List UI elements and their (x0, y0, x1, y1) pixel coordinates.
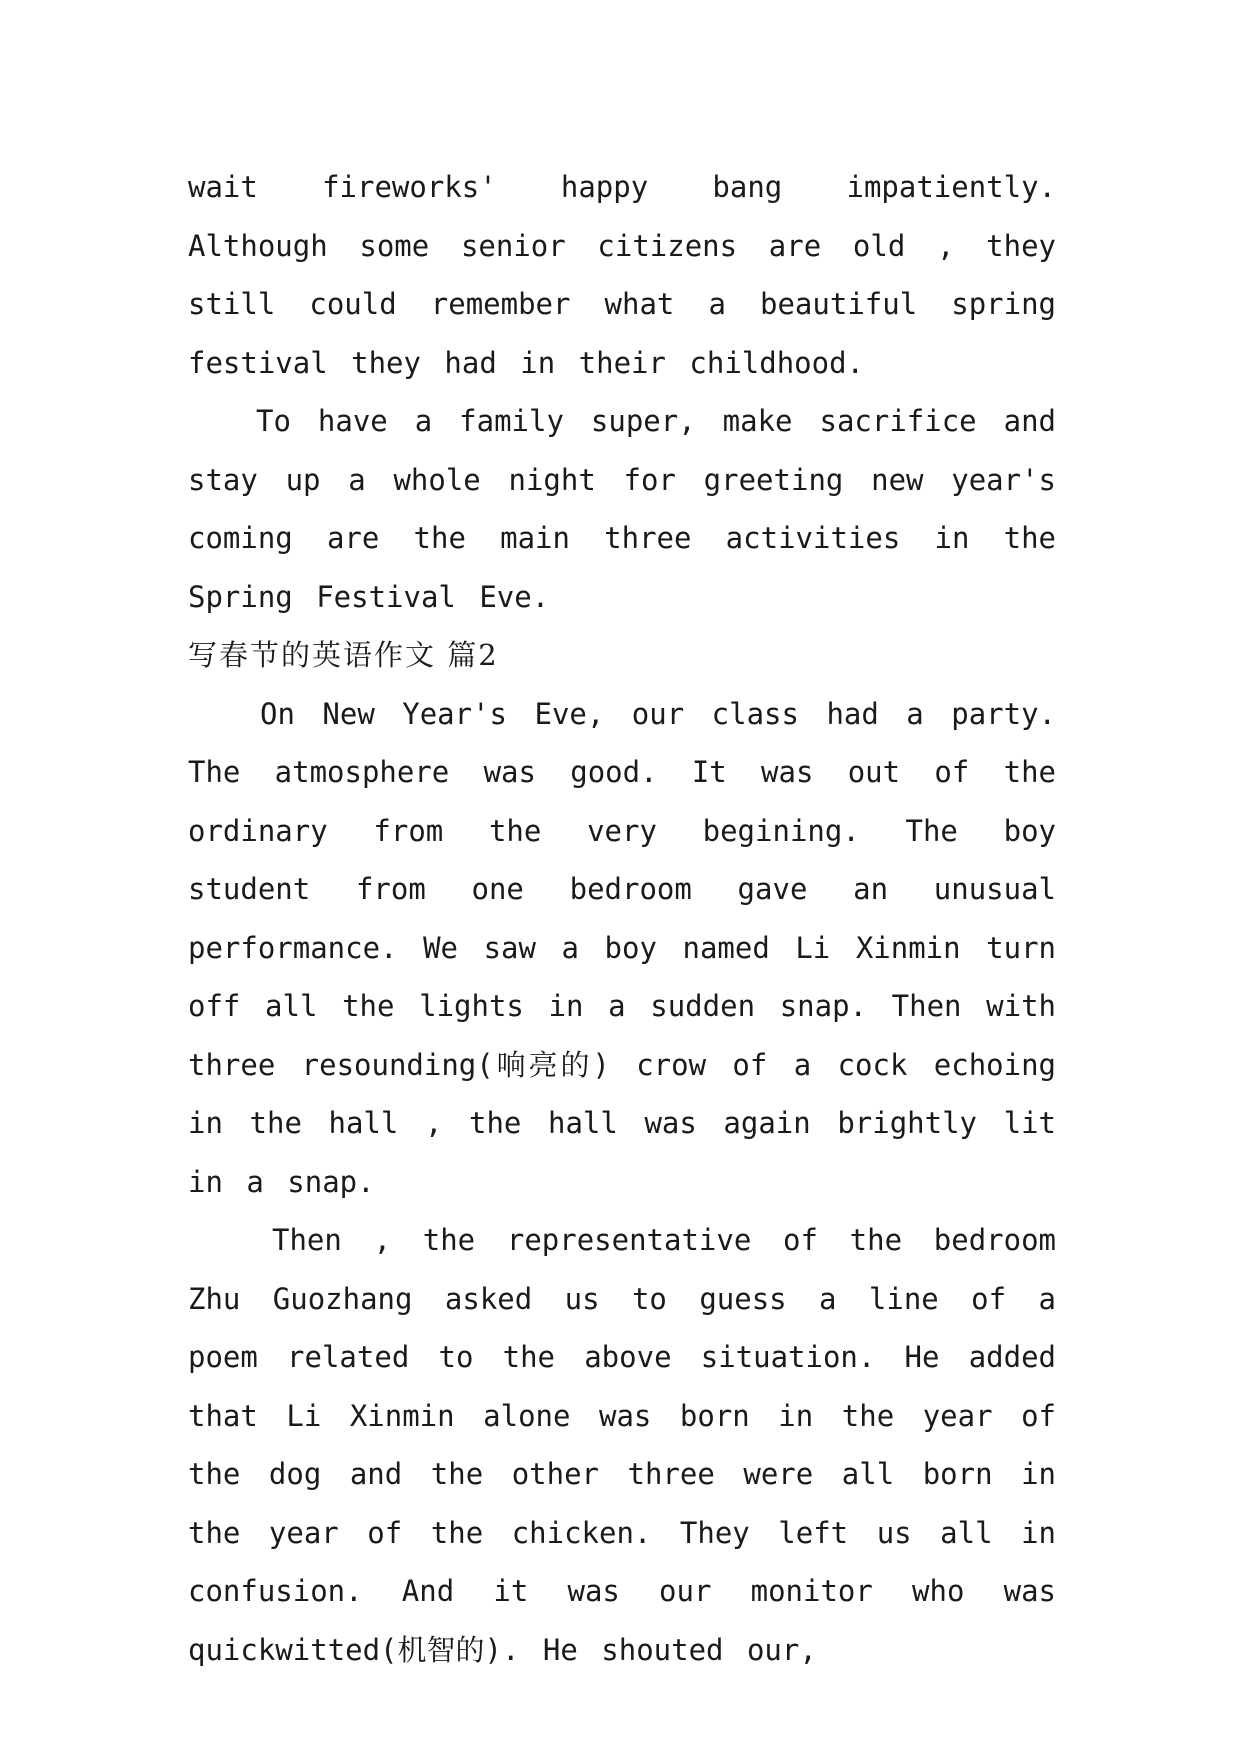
section-heading: 写春节的英语作文 篇2 (188, 638, 499, 672)
paragraph-class-party: On New Year's Eve, our class had a party. The atmosphere was good. It was out of the ordinary from the very begining. The boy student from one bedroom gave an unusual performance. We saw a boy named Li Xinmin turn off all the lights in a sudden snap. Then with three resounding(响亮的) crow of a cock echoing in the hall , the hall was again brightly lit in a snap. (188, 696, 1056, 1199)
paragraph-fireworks: wait fireworks' happy bang impatiently. Although some senior citizens are old , they still could remember what a beautiful spring festival they had in their childhood. (188, 170, 1056, 380)
document-body (188, 158, 1056, 1679)
paragraph-eve-activities: To have a family super, make sacrifice and stay up a whole night for greeting new year's coming are the main three activities in the Spring Festival Eve. (188, 404, 1056, 614)
paragraph-poem-guess: Then , the representative of the bedroom Zhu Guozhang asked us to guess a line of a poem related to the above situation. He added that Li Xinmin alone was born in the year of the dog and the other three were all born in the year of the chicken. They left us all in confusion. And it was our monitor who was quickwitted(机智的). He shouted our, (188, 1223, 1056, 1667)
